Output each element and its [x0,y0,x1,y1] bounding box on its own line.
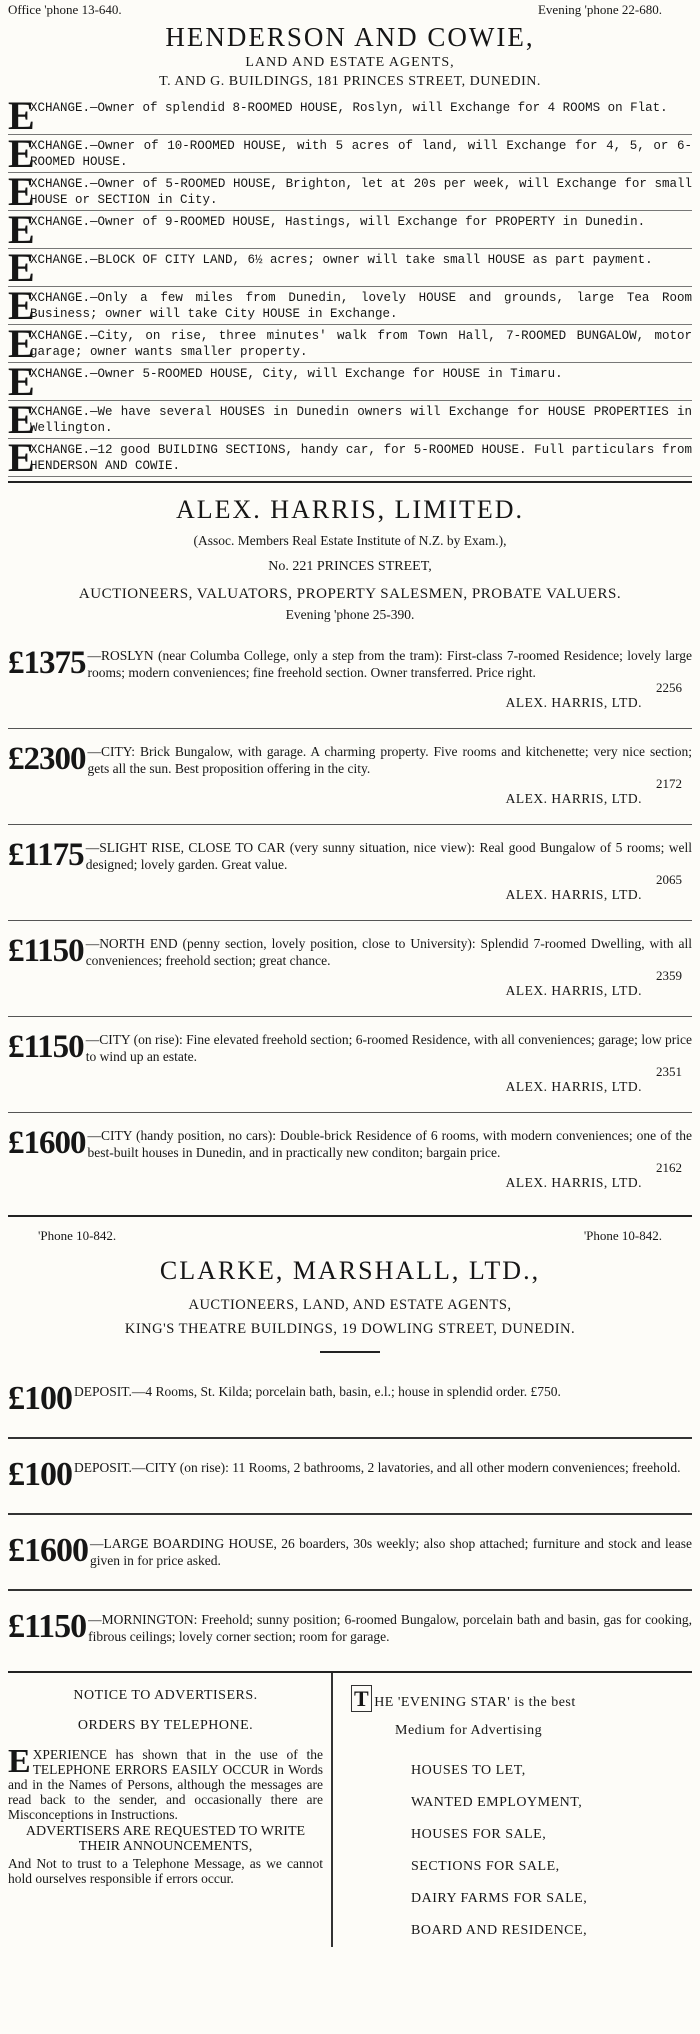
list-item [8,401,692,439]
clarke-marshall-ad [8,1227,692,1663]
hc-title: HENDERSON AND COWIE, [165,22,535,52]
notice-body [8,1743,323,1822]
hc-office-phone: Office 'phone 13-640. [8,2,122,17]
listing-signature: ALEX. HARRIS, LTD. [505,1175,642,1190]
listing [8,1363,692,1439]
list-item-text: XCHANGE.—Owner of 10-ROOMED HOUSE, with 5 acres of land, will Exchange for 4, 5, or 6-ROOMED HOUSE. [30,139,692,169]
cm-address: KING'S THEATRE BUILDINGS, 19 DOWLING STREET, DUNEDIN. [124,1321,576,1337]
drop-cap: E [8,135,35,173]
listing-body [8,1023,692,1065]
ah-assoc: (Assoc. Members Real Estate Institute of N.Z. by Exam.), [193,533,507,548]
cm-phone-right: 'Phone 10-842. [583,1228,662,1243]
listing-ref: 2065 [656,872,682,887]
notice-to-advertisers [8,1673,333,1947]
list-item: BOARD AND RESIDENCE, [411,1923,588,1938]
section-divider [8,481,692,483]
listing-ref: 2256 [656,680,682,695]
ah-roles: AUCTIONEERS, VALUATORS, PROPERTY SALESMEN, PROBATE VALUERS. [78,586,622,602]
listing-price: £1375 [8,645,86,681]
drop-cap: E [8,325,35,363]
listing-price: £1600 [8,1532,88,1569]
list-item-text: XCHANGE.—We have several HOUSES in Dunedin owners will Exchange for HOUSE PROPERTIES in Wellington. [30,405,692,435]
list-item [8,325,692,363]
listing-text: —CITY: Brick Bungalow, with garage. A charming property. Five rooms and kitchenette; very nice section; gets all the sun. Best proposition offering in the city. [87,744,692,776]
listing-text: DEPOSIT.—CITY (on rise): 11 Rooms, 2 bathrooms, 2 lavatories, and all other modern conveniences; freehold. [74,1460,681,1475]
listing-text: DEPOSIT.—4 Rooms, St. Kilda; porcelain bath, basin, e.l.; house in splendid order. £750. [74,1384,561,1399]
list-item: WANTED EMPLOYMENT, [411,1795,583,1810]
listing-body [8,1119,692,1161]
listing [8,831,692,921]
drop-cap: E [8,1743,31,1780]
listing [8,1591,692,1663]
hc-exchange-list [8,97,692,477]
hc-subtitle: LAND AND ESTATE AGENTS, [245,55,455,70]
short-divider [320,1351,380,1353]
notice-title: NOTICE TO ADVERTISERS. [73,1688,258,1703]
list-item: HOUSES FOR SALE, [411,1827,547,1842]
es-line-2: Medium for Advertising [395,1723,543,1738]
es-headline [351,1686,692,1713]
listing [8,735,692,825]
evening-star-notice [333,1673,692,1947]
listing [8,1515,692,1591]
listing [8,1439,692,1515]
listing-text: —ROSLYN (near Columba College, only a step from the tram): First-class 7-roomed Residence; lovely large rooms; modern conveniences; fine freehold section. Owner transferred. Price right. [87,648,692,680]
list-item-text: XCHANGE.—Owner of 5-ROOMED HOUSE, Brighton, let at 20s per week, will Exchange for small HOUSE or SECTION in City. [30,177,692,207]
drop-cap: E [8,173,35,211]
drop-cap: E [8,363,35,401]
hc-evening-phone: Evening 'phone 22-680. [537,2,662,17]
listing-price: £1175 [8,837,84,873]
listing-ref: 2172 [656,776,682,791]
listing-text: —CITY (on rise): Fine elevated freehold section; 6-roomed Residence, with all conveniences; garage; low price to wind up an estate. [85,1032,692,1064]
list-item: SECTIONS FOR SALE, [411,1859,560,1874]
listing-text: —CITY (handy position, no cars): Double-brick Residence of 6 rooms, with modern conveniences; one of the best-built houses in Dunedin, and in practically new conditon; bargain price. [87,1128,692,1160]
list-item-text: XCHANGE.—BLOCK OF CITY LAND, 6½ acres; owner will take small HOUSE as part payment. [30,253,653,267]
ah-address: No. 221 PRINCES STREET, [268,559,432,574]
list-item: DAIRY FARMS FOR SALE, [411,1891,588,1906]
list-item [8,249,692,287]
listing-text: —MORNINGTON: Freehold; sunny position; 6-roomed Bungalow, porcelain bath and basin, gas for cooking, fibrous ceilings; lovely corner section; room for garage. [88,1612,692,1644]
drop-cap: E [8,287,35,325]
ah-phone: Evening 'phone 25-390. [285,607,415,622]
cm-phone-row [8,1227,692,1245]
notice-request: ADVERTISERS ARE REQUESTED TO WRITE THEIR ANNOUNCEMENTS, [25,1824,306,1854]
cm-subtitle: AUCTIONEERS, LAND, AND ESTATE AGENTS, [188,1297,512,1313]
listing-price: £100 [8,1380,72,1417]
list-item-text: XCHANGE.—Owner of 9-ROOMED HOUSE, Hastings, will Exchange for PROPERTY in Dunedin. [30,215,646,229]
hc-address: T. AND G. BUILDINGS, 181 PRINCES STREET, DUNEDIN. [159,74,541,89]
drop-cap: E [8,97,35,135]
listing-ref: 2162 [656,1160,682,1175]
list-item-text: XCHANGE.—Owner 5-ROOMED HOUSE, City, will Exchange for HOUSE in Timaru. [30,367,563,381]
listing-price: £2300 [8,741,86,777]
listing-body [8,927,692,969]
henderson-cowie-ad [8,2,692,477]
drop-cap: E [8,211,35,249]
listing-signature: ALEX. HARRIS, LTD. [505,695,642,710]
listing-body [8,639,692,681]
list-item-text: XCHANGE.—Only a few miles from Dunedin, lovely HOUSE and grounds, large Tea Room Business; owner will take City HOUSE in Exchange. [30,291,692,321]
listing-signature: ALEX. HARRIS, LTD. [505,887,642,902]
list-item [8,287,692,325]
listing-ref: 2359 [656,968,682,983]
bottom-notices [8,1671,692,1947]
listing-signature: ALEX. HARRIS, LTD. [505,1079,642,1094]
listing-signature: ALEX. HARRIS, LTD. [505,791,642,806]
notice-subtitle: ORDERS BY TELEPHONE. [77,1718,254,1733]
list-item [8,439,692,477]
listing-text: —NORTH END (penny section, lovely position, close to University): Splendid 7-roomed Dwelling, with all conveniences; freehold section; great chance. [85,936,692,968]
ah-title: ALEX. HARRIS, LIMITED. [175,495,525,524]
listing-body [8,831,692,873]
hc-phone-row [8,2,692,18]
listing-price: £1150 [8,1029,84,1065]
drop-cap: E [8,249,35,287]
notice-paragraph: XPERIENCE has shown that in the use of the TELEPHONE ERRORS EASILY OCCUR in Words and in the Names of Persons, although the messages are read back to the sender, and occasionally there are Misconceptions in Instructions. [8,1747,323,1822]
listing [8,1119,692,1209]
listing-body [8,735,692,777]
listing [8,639,692,729]
cm-phone-left: 'Phone 10-842. [38,1228,117,1243]
cm-title: CLARKE, MARSHALL, LTD., [159,1256,541,1285]
listing-text: —SLIGHT RISE, CLOSE TO CAR (very sunny situation, nice view): Real good Bungalow of 5 rooms; well designed; lovely garden. Great value. [85,840,692,872]
alex-harris-ad [8,493,692,1209]
drop-cap: E [8,439,35,477]
listing-signature: ALEX. HARRIS, LTD. [505,983,642,998]
listing-price: £1150 [8,933,84,969]
list-item [8,211,692,249]
listing-price: £100 [8,1456,72,1493]
drop-cap: T [351,1685,372,1712]
list-item: HOUSES TO LET, [411,1763,526,1778]
listing [8,927,692,1017]
list-item-text: XCHANGE.—City, on rise, three minutes' walk from Town Hall, 7-ROOMED BUNGALOW, motor garage; owner wants smaller property. [30,329,692,359]
drop-cap: E [8,401,35,439]
list-item-text: XCHANGE.—Owner of splendid 8-ROOMED HOUSE, Roslyn, will Exchange for 4 ROOMS on Flat. [30,101,668,115]
es-line-1: HE 'EVENING STAR' is the best [374,1695,576,1710]
listing-price: £1150 [8,1608,87,1645]
notice-closing: And Not to trust to a Telephone Message, as we cannot hold ourselves responsible if errors occur. [8,1856,323,1886]
list-item-text: XCHANGE.—12 good BUILDING SECTIONS, handy car, for 5-ROOMED HOUSE. Full particulars from HENDERSON AND COWIE. [30,443,692,473]
listing [8,1023,692,1113]
list-item [8,97,692,135]
listing-price: £1600 [8,1125,86,1161]
listing-text: —LARGE BOARDING HOUSE, 26 boarders, 30s weekly; also shop attached; furniture and stock and lease given in for price asked. [90,1536,692,1568]
listing-ref: 2351 [656,1064,682,1079]
list-item [8,135,692,173]
list-item [8,173,692,211]
list-item [8,363,692,401]
section-divider [8,1215,692,1217]
